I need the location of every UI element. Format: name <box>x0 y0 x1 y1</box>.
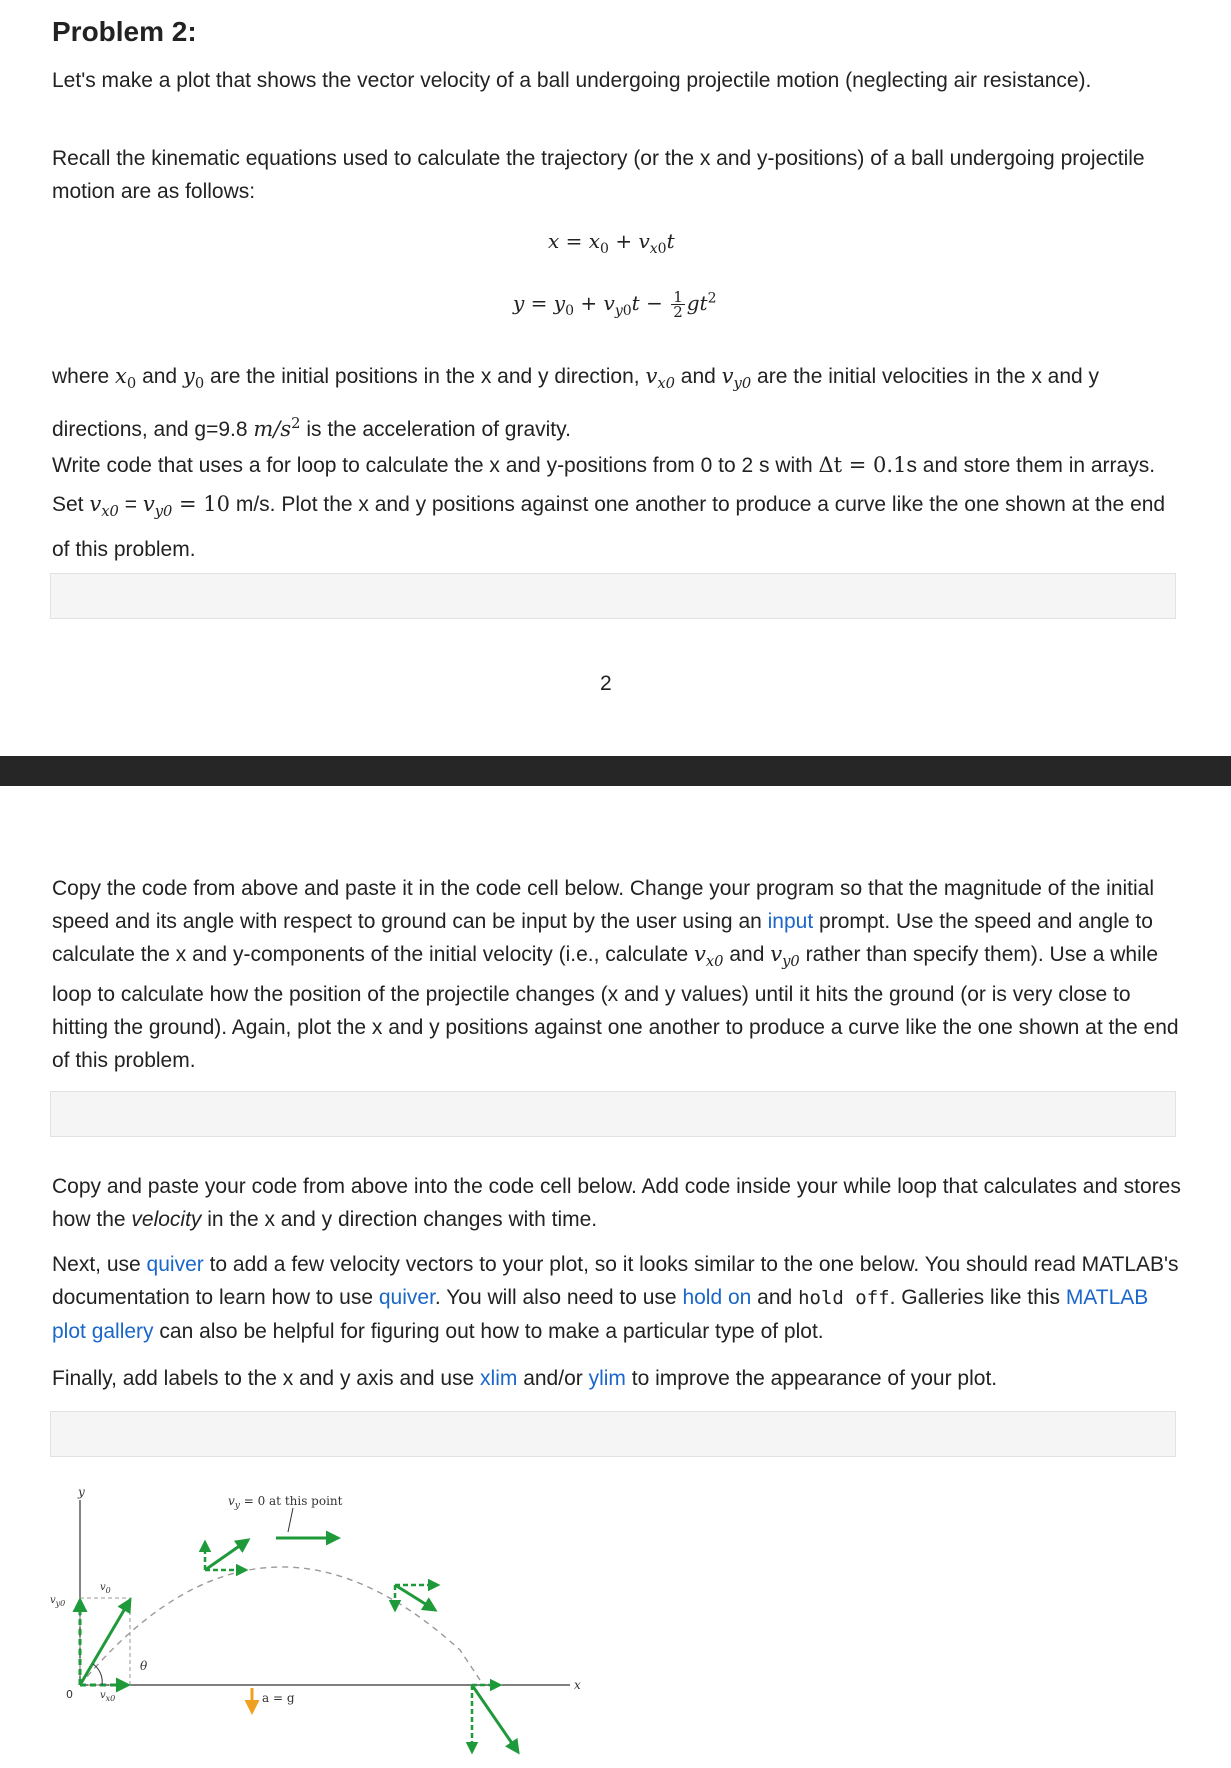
page-divider <box>0 756 1231 786</box>
xlim-link[interactable]: xlim <box>480 1367 518 1390</box>
quiver-link-2[interactable]: quiver <box>378 1286 435 1309</box>
vx0-label: $v_{x0}$ <box>100 1690 116 1703</box>
theta-label: θ <box>140 1659 148 1673</box>
projectile-motion-figure <box>40 1480 660 1765</box>
matlab-plot-gallery-link[interactable]: MATLAB plot gallery <box>52 1286 1149 1343</box>
equation-x: $x = x_0 + v_{x0}t$ <box>548 229 675 257</box>
initial-velocity-vector <box>80 1600 130 1685</box>
hold-on-link[interactable]: hold on <box>682 1286 752 1309</box>
part3-paragraph-3: Finally, add labels to the x and y axis and use xlim and/or ylim to improve the appearance of your plot. <box>52 1367 998 1390</box>
recall-paragraph: Recall the kinematic equations used to calculate the trajectory (or the x and y-positions) of a ball undergoing projectile motion are as follows: <box>52 147 1145 203</box>
part2-paragraph: Copy the code from above and paste it in the code cell below. Change your program so that the magnitude of the initial speed and its angle with respect to ground can be input by the user using an input prompt. Use the speed and angle to calculate the x and y-components of the initial velocity (i.e., calculate $v_{x0}$ and $v_{y0}$ rather than specify them). Use a while loop to calculate how the position of the projectile changes (x and y values) until it hits the ground (or is very close to hitting the ground). Again, plot the x and y positions against one another to produce a curve like the one shown at the end of this problem. <box>52 877 1179 1073</box>
apex-pointer-line <box>288 1508 293 1532</box>
problem-title: Problem 2: <box>52 16 197 47</box>
origin-label: 0 <box>66 1688 73 1701</box>
page-number: 2 <box>600 672 612 695</box>
quiver-link[interactable]: quiver <box>146 1253 204 1276</box>
landing-velocity-vector <box>472 1685 518 1752</box>
where-paragraph: where $x_0$ and $y_0$ are the initial positions in the x and y direction, $v_{x0}$ and $v_{y0}$ are the initial velocities in the x and y directions, and g=9.8 $m/s^2$ is the acceleration of gravity. <box>52 364 1100 442</box>
rising-velocity-vector <box>205 1540 248 1570</box>
apex-annotation: $v_y = 0$ at this point <box>228 1494 343 1511</box>
descending-velocity-vector <box>395 1585 435 1610</box>
part3-paragraph-1: Copy and paste your code from above into the code cell below. Add code inside your while loop that calculates and stores how the velocity in the x and y direction changes with time. <box>52 1175 1181 1231</box>
v0-label: $v_0$ <box>100 1582 111 1595</box>
x-axis-label: x <box>574 1678 581 1692</box>
task1-paragraph: Write code that uses a for loop to calculate the x and y-positions from 0 to 2 s with Δt = 0.1s and store them in arrays. Set $v_{x0} = v_{y0} = 10$ m/s. Plot the x and y positions against one another to produce a curve like the one shown at the end of this problem. <box>52 453 1166 562</box>
code-cell-1[interactable] <box>50 573 1176 619</box>
y-axis-label: y <box>78 1485 85 1499</box>
part3-paragraph-2: Next, use quiver to add a few velocity vectors to your plot, so it looks similar to the one below. You should read MATLAB's documentation to learn how to use quiver. You will also need to use hold on and hold off. Galleries like this MATLAB plot gallery can also be helpful for figuring out how to make a particular type of plot. <box>52 1253 1179 1343</box>
code-cell-2[interactable] <box>50 1091 1176 1137</box>
intro-paragraph: Let's make a plot that shows the vector velocity of a ball undergoing projectile motion (neglecting air resistance). <box>52 69 1092 92</box>
code-cell-3[interactable] <box>50 1411 1176 1457</box>
acceleration-label: a = g <box>262 1691 295 1705</box>
ylim-link[interactable]: ylim <box>588 1367 626 1390</box>
equation-y: $y = y_0 + v_{y0}t$ − $\frac{1}{2}$ $gt^2$ <box>513 288 717 321</box>
input-link[interactable]: input <box>767 910 814 933</box>
theta-arc <box>93 1664 102 1685</box>
vy0-label: $v_{y0}$ <box>50 1595 66 1608</box>
